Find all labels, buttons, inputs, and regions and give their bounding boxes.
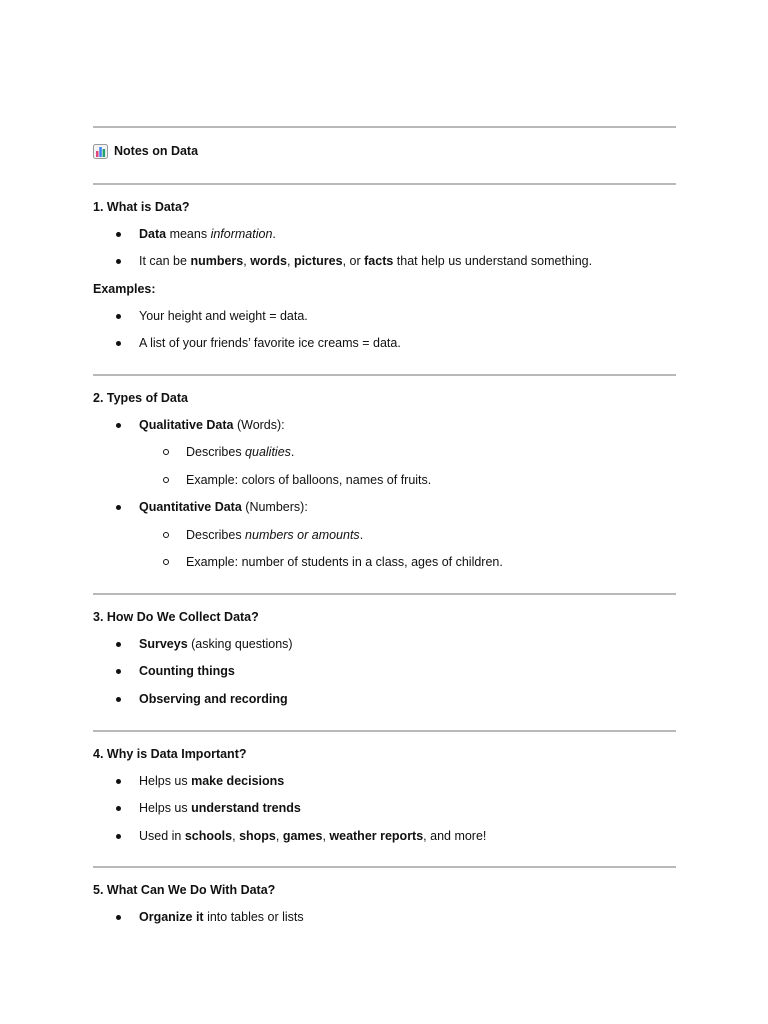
bullet-dot (116, 915, 121, 920)
bullet-item: Organize it into tables or lists (139, 909, 304, 925)
bullet-dot (116, 259, 121, 264)
bullet-item: Surveys (asking questions) (139, 636, 293, 652)
bullet-dot (116, 314, 121, 319)
examples-label: Examples: (93, 282, 156, 296)
bullet-dot (116, 423, 121, 428)
sub-bullet-ring (163, 559, 169, 565)
bullet-item: Helps us make decisions (139, 773, 284, 789)
section-heading: 4. Why is Data Important? (93, 747, 247, 761)
document-title-text: Notes on Data (114, 144, 199, 158)
divider (93, 183, 676, 185)
bar-chart-icon (93, 144, 108, 159)
bullet-dot (116, 697, 121, 702)
sub-bullet-ring (163, 532, 169, 538)
divider (93, 593, 676, 595)
bullet-item: Counting things (139, 663, 235, 679)
section-heading: 3. How Do We Collect Data? (93, 610, 259, 624)
divider (93, 866, 676, 868)
bullet-item: Data means information. (139, 226, 276, 242)
bullet-dot (116, 834, 121, 839)
divider (93, 730, 676, 732)
document-title (93, 143, 198, 159)
sub-bullet-item: Describes qualities. (186, 444, 294, 460)
section-heading: 5. What Can We Do With Data? (93, 883, 276, 897)
bullet-dot (116, 341, 121, 346)
bullet-item: A list of your friends’ favorite ice creams = data. (139, 335, 401, 351)
bullet-dot (116, 669, 121, 674)
bullet-item: Observing and recording (139, 691, 288, 707)
bullet-item: It can be numbers, words, pictures, or facts that help us understand something. (139, 253, 592, 269)
sub-bullet-ring (163, 449, 169, 455)
divider (93, 126, 676, 128)
bullet-dot (116, 806, 121, 811)
divider (93, 374, 676, 376)
bullet-item: Used in schools, shops, games, weather reports, and more! (139, 828, 486, 844)
sub-bullet-item: Describes numbers or amounts. (186, 527, 363, 543)
section-heading: 1. What is Data? (93, 200, 190, 214)
sub-bullet-ring (163, 477, 169, 483)
bullet-item: Your height and weight = data. (139, 308, 308, 324)
bullet-dot (116, 642, 121, 647)
sub-bullet-item: Example: number of students in a class, ages of children. (186, 554, 503, 570)
bullet-item: Helps us understand trends (139, 800, 301, 816)
bullet-item: Quantitative Data (Numbers): (139, 499, 308, 515)
bullet-dot (116, 232, 121, 237)
sub-bullet-item: Example: colors of balloons, names of fruits. (186, 472, 431, 488)
bullet-item: Qualitative Data (Words): (139, 417, 285, 433)
bullet-dot (116, 779, 121, 784)
bullet-dot (116, 505, 121, 510)
section-heading: 2. Types of Data (93, 391, 188, 405)
